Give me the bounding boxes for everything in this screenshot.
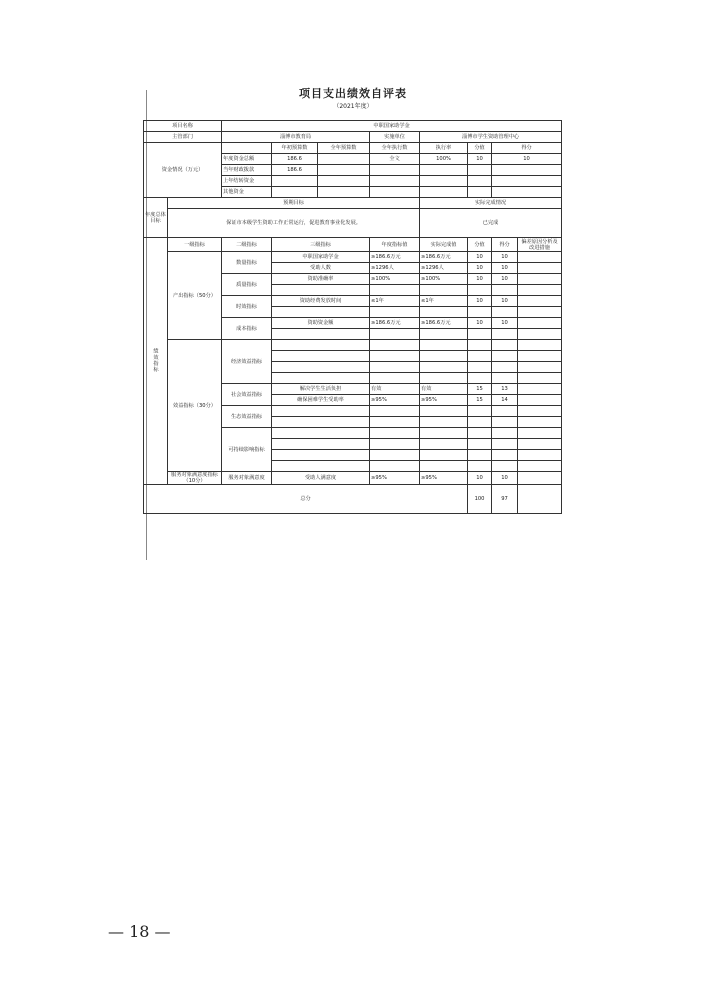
metric-got: 13 <box>492 384 518 395</box>
metric-empty-cell <box>518 406 562 417</box>
funds-cell <box>420 187 468 198</box>
metric-target: ≥100% <box>370 274 420 285</box>
total-row <box>144 485 562 514</box>
funds-cell <box>492 165 562 176</box>
metric-empty-cell <box>420 439 468 450</box>
metric-got: 10 <box>492 252 518 263</box>
econ-label: 经济效益指标 <box>222 340 272 384</box>
dept-label: 主管部门 <box>144 132 222 143</box>
metric-empty-cell <box>420 450 468 461</box>
metric-empty-cell <box>492 351 518 362</box>
metric-empty-cell <box>272 307 370 318</box>
metric-empty-cell <box>492 329 518 340</box>
metric-actual: ≥100% <box>420 274 468 285</box>
metric-score: 10 <box>468 252 492 263</box>
metric-empty-cell <box>420 362 468 373</box>
metric-name: 解决学生生活负担 <box>272 384 370 395</box>
metric-empty-cell <box>370 307 420 318</box>
funds-cell <box>468 176 492 187</box>
metrics-header-cell: 三级指标 <box>272 238 370 252</box>
metric-note <box>518 263 562 274</box>
metric-name: 资助经费发放时间 <box>272 296 370 307</box>
funds-row-name: 当年财政拨款 <box>222 165 272 176</box>
metric-actual: ≥186.6万元 <box>420 252 468 263</box>
metrics-header-cell: 实际完成值 <box>420 238 468 252</box>
metric-empty-cell <box>492 450 518 461</box>
metric-target: ≤1年 <box>370 296 420 307</box>
metric-empty-cell <box>518 461 562 472</box>
goals-actual-label: 实际完成情况 <box>420 198 562 209</box>
metric-note <box>518 296 562 307</box>
effect-label: 效益指标（30分） <box>168 340 222 472</box>
metric-empty-cell <box>370 428 420 439</box>
metric-empty-cell <box>492 307 518 318</box>
metric-empty-cell <box>518 351 562 362</box>
metric-got: 10 <box>492 263 518 274</box>
metric-got: 10 <box>492 318 518 329</box>
metric-empty-cell <box>370 329 420 340</box>
satisfaction-label: 服务对象满意度指标（10分） <box>168 472 222 485</box>
metric-empty-cell <box>370 406 420 417</box>
funds-cell <box>272 176 318 187</box>
metric-target: ≥95% <box>370 395 420 406</box>
metric-empty-cell <box>468 450 492 461</box>
metric-empty-cell <box>370 285 420 296</box>
metric-empty-cell <box>420 428 468 439</box>
metric-empty-cell <box>272 428 370 439</box>
metric-empty-cell <box>468 461 492 472</box>
metric-score: 15 <box>468 384 492 395</box>
funds-header-cell: 年初预算数 <box>272 143 318 154</box>
metrics-side-label <box>144 238 168 485</box>
metric-empty-cell <box>272 417 370 428</box>
funds-cell <box>468 165 492 176</box>
metric-score: 10 <box>468 274 492 285</box>
output-label: 产出指标（50分） <box>168 252 222 340</box>
funds-header-cell: 全年预算数 <box>318 143 370 154</box>
metric-actual: ≥186.6万元 <box>420 318 468 329</box>
metric-score: 10 <box>468 318 492 329</box>
metric-target: ≥95% <box>370 472 420 485</box>
metric-empty-cell <box>420 329 468 340</box>
form-title: 项目支出绩效自评表 <box>299 87 407 100</box>
sustain-label: 可持续影响指标 <box>222 428 272 472</box>
funds-cell: 186.6 <box>272 154 318 165</box>
eco-label: 生态效益指标 <box>222 406 272 428</box>
cost-label: 成本指标 <box>222 318 272 340</box>
metric-empty-cell <box>272 362 370 373</box>
metric-empty-cell <box>492 439 518 450</box>
total-label: 总分 <box>144 485 468 514</box>
funds-cell <box>468 187 492 198</box>
metric-name: 确保困难学生受助率 <box>272 395 370 406</box>
metric-note <box>518 252 562 263</box>
metric-empty-cell <box>420 373 468 384</box>
metric-empty-cell <box>420 406 468 417</box>
funds-row-name: 上年结转资金 <box>222 176 272 187</box>
metric-got: 10 <box>492 472 518 485</box>
metric-actual: 有效 <box>420 384 468 395</box>
metrics-header-cell: 年度指标值 <box>370 238 420 252</box>
metric-note <box>518 472 562 485</box>
goals-expected-label: 预期目标 <box>168 198 420 209</box>
metric-note <box>518 274 562 285</box>
metric-target: ≥1296人 <box>370 263 420 274</box>
metric-target: ≥186.6万元 <box>370 252 420 263</box>
form-header <box>143 86 563 112</box>
metric-empty-cell <box>492 340 518 351</box>
goals-label: 年度总体目标 <box>144 198 168 238</box>
metrics-header-cell: 偏差原因分析及改进措施 <box>518 238 562 252</box>
metric-note <box>518 384 562 395</box>
satisfaction2-label: 服务对象满意度 <box>222 472 272 485</box>
metric-empty-cell <box>272 450 370 461</box>
metric-empty-cell <box>370 417 420 428</box>
metric-empty-cell <box>370 439 420 450</box>
funds-cell <box>420 176 468 187</box>
funds-cell <box>318 176 370 187</box>
funds-cell <box>420 165 468 176</box>
funds-cell <box>272 187 318 198</box>
metric-score: 15 <box>468 395 492 406</box>
metric-empty-cell <box>468 307 492 318</box>
metric-got: 10 <box>492 296 518 307</box>
total-score: 100 <box>468 485 492 514</box>
metric-empty-cell <box>492 362 518 373</box>
goals-header-row <box>144 198 562 209</box>
dept-row <box>144 132 562 143</box>
metric-empty-cell <box>370 362 420 373</box>
metric-empty-cell <box>468 373 492 384</box>
funds-cell: 10 <box>468 154 492 165</box>
metric-target: ≥186.6万元 <box>370 318 420 329</box>
metric-score: 10 <box>468 472 492 485</box>
metric-name: 受助人数 <box>272 263 370 274</box>
dept-value: 淄博市教育局 <box>222 132 370 143</box>
metric-empty-cell <box>272 373 370 384</box>
goals-content-row <box>144 209 562 238</box>
metric-target: 有效 <box>370 384 420 395</box>
metric-empty-cell <box>272 406 370 417</box>
funds-header-cell: 全年执行数 <box>370 143 420 154</box>
funds-cell <box>318 165 370 176</box>
page-number: — 18 — <box>108 922 171 941</box>
funds-cell <box>370 176 420 187</box>
form-year: （2021年度） <box>333 103 373 110</box>
metric-empty-cell <box>420 417 468 428</box>
metric-empty-cell <box>468 340 492 351</box>
evaluation-table <box>143 120 562 514</box>
metric-empty-cell <box>518 340 562 351</box>
metric-empty-cell <box>420 285 468 296</box>
funds-cell: 186.6 <box>272 165 318 176</box>
metric-empty-cell <box>518 329 562 340</box>
metric-empty-cell <box>272 439 370 450</box>
metrics-side-text: 绩效指标 <box>152 347 159 373</box>
metric-empty-cell <box>420 340 468 351</box>
metric-empty-cell <box>468 329 492 340</box>
metric-actual: ≥1296人 <box>420 263 468 274</box>
metric-empty-cell <box>492 417 518 428</box>
metric-empty-cell <box>272 351 370 362</box>
metric-empty-cell <box>518 285 562 296</box>
metric-empty-cell <box>492 406 518 417</box>
funds-label: 资金情况（万元） <box>144 143 222 198</box>
metric-row <box>144 252 562 263</box>
metric-empty-cell <box>468 406 492 417</box>
unit-value: 淄博市学生资助管理中心 <box>420 132 562 143</box>
metric-note <box>518 318 562 329</box>
funds-cell <box>318 187 370 198</box>
metrics-header-cell: 得分 <box>492 238 518 252</box>
metrics-header-cell: 二级指标 <box>222 238 272 252</box>
metric-actual: ≥95% <box>420 395 468 406</box>
quantity-label: 数量指标 <box>222 252 272 274</box>
metric-empty-cell <box>272 285 370 296</box>
metric-empty-cell <box>468 285 492 296</box>
metric-empty-cell <box>272 340 370 351</box>
funds-header-row <box>144 143 562 154</box>
metric-empty-cell <box>518 373 562 384</box>
metric-empty-cell <box>492 461 518 472</box>
goals-expected: 保证市本级学生资助工作正常运行，促进教育事业化发展。 <box>168 209 420 238</box>
metric-empty-cell <box>420 461 468 472</box>
metric-row-empty <box>144 340 562 351</box>
metric-name: 资助资金额 <box>272 318 370 329</box>
unit-label: 实施单位 <box>370 132 420 143</box>
metric-actual: ≥95% <box>420 472 468 485</box>
time-label: 时效指标 <box>222 296 272 318</box>
funds-blank <box>222 143 272 154</box>
metric-empty-cell <box>370 340 420 351</box>
metric-actual: ≤1年 <box>420 296 468 307</box>
metric-score: 10 <box>468 296 492 307</box>
metric-name: 受助人满意度 <box>272 472 370 485</box>
metric-empty-cell <box>518 417 562 428</box>
metric-empty-cell <box>272 329 370 340</box>
metric-empty-cell <box>492 373 518 384</box>
metric-empty-cell <box>518 428 562 439</box>
metric-name: 资助准确率 <box>272 274 370 285</box>
metric-empty-cell <box>468 417 492 428</box>
metric-empty-cell <box>468 439 492 450</box>
metric-empty-cell <box>420 351 468 362</box>
metric-empty-cell <box>370 461 420 472</box>
metric-empty-cell <box>272 461 370 472</box>
metrics-header-cell: 一级指标 <box>168 238 222 252</box>
metric-empty-cell <box>518 307 562 318</box>
social-label: 社会效益指标 <box>222 384 272 406</box>
metric-note <box>518 395 562 406</box>
metric-empty-cell <box>518 450 562 461</box>
metric-score: 10 <box>468 263 492 274</box>
funds-cell <box>318 154 370 165</box>
total-got: 97 <box>492 485 518 514</box>
funds-row-name: 年度资金总额 <box>222 154 272 165</box>
metric-empty-cell <box>468 351 492 362</box>
funds-cell <box>492 176 562 187</box>
funds-cell <box>370 165 420 176</box>
metric-got: 10 <box>492 274 518 285</box>
metric-empty-cell <box>468 362 492 373</box>
funds-header-cell: 执行率 <box>420 143 468 154</box>
metric-empty-cell <box>492 428 518 439</box>
metrics-header-cell: 分值 <box>468 238 492 252</box>
funds-cell <box>492 187 562 198</box>
project-name-row <box>144 121 562 132</box>
metric-empty-cell <box>370 450 420 461</box>
metric-empty-cell <box>518 439 562 450</box>
funds-cell: 全文 <box>370 154 420 165</box>
goals-actual: 已完成 <box>420 209 562 238</box>
total-note <box>518 485 562 514</box>
quality-label: 质量指标 <box>222 274 272 296</box>
metrics-header-row <box>144 238 562 252</box>
funds-header-cell: 分值 <box>468 143 492 154</box>
metric-name: 中职国家助学金 <box>272 252 370 263</box>
metric-empty-cell <box>420 307 468 318</box>
metric-empty-cell <box>518 362 562 373</box>
metric-empty-cell <box>492 285 518 296</box>
project-name-label: 项目名称 <box>144 121 222 132</box>
funds-row-name: 其他资金 <box>222 187 272 198</box>
project-name-value: 中职国家助学金 <box>222 121 562 132</box>
funds-cell: 100% <box>420 154 468 165</box>
funds-cell <box>370 187 420 198</box>
metric-empty-cell <box>468 428 492 439</box>
funds-cell: 10 <box>492 154 562 165</box>
metric-got: 14 <box>492 395 518 406</box>
metric-empty-cell <box>370 351 420 362</box>
metric-empty-cell <box>370 373 420 384</box>
funds-header-cell: 得分 <box>492 143 562 154</box>
